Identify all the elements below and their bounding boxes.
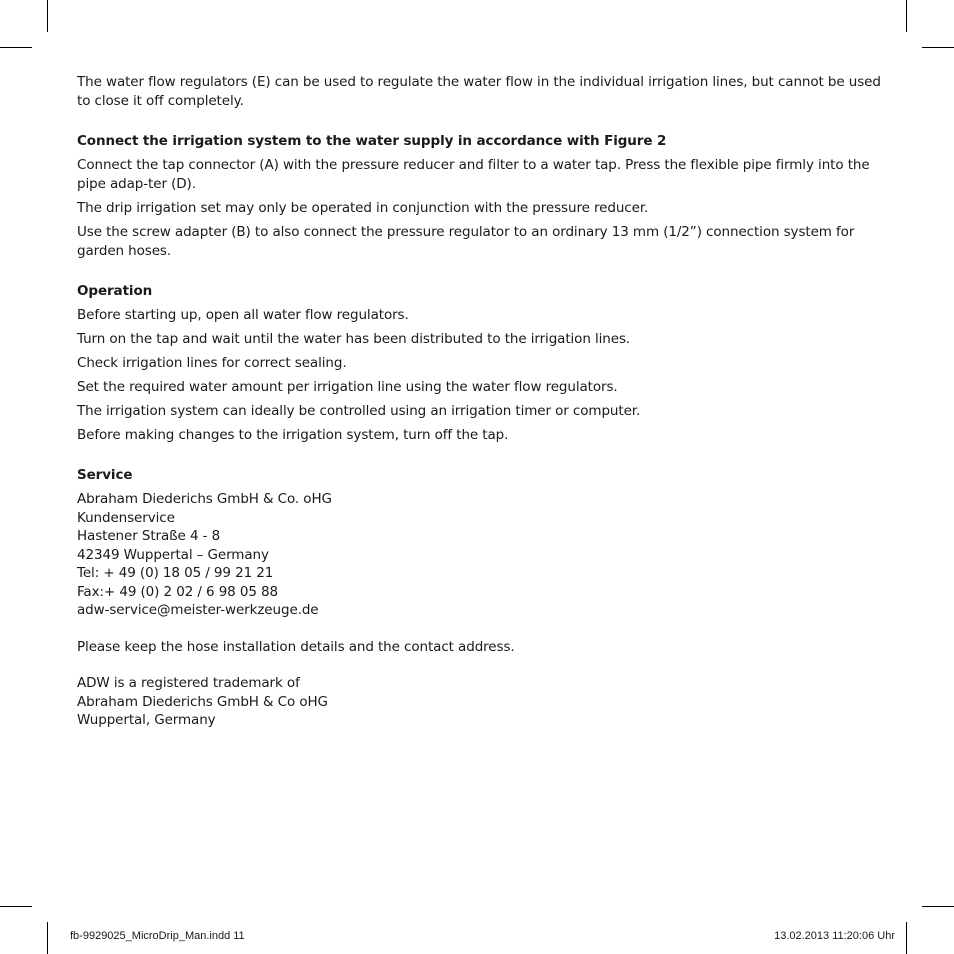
footer-datetime: 13.02.2013 11:20:06 Uhr xyxy=(774,930,895,942)
connect-paragraph: Use the screw adapter (B) to also connect the pressure regulator to an ordinary 13 mm (1/2”) connection system for garden hoses. xyxy=(77,224,855,259)
manual-page-content xyxy=(77,73,882,730)
spacer xyxy=(77,656,882,674)
connect-heading: Connect the irrigation system to the water supply in accordance with Figure 2 xyxy=(77,133,667,149)
crop-mark-bottom-left-vertical xyxy=(47,922,48,954)
service-heading: Service xyxy=(77,467,133,483)
operation-paragraph: Before starting up, open all water flow regulators. xyxy=(77,307,409,323)
connect-paragraph: The drip irrigation set may only be operated in conjunction with the pressure reducer. xyxy=(77,200,649,216)
service-email: adw-service@meister-werkzeuge.de xyxy=(77,602,319,618)
spacer xyxy=(77,620,882,638)
spacer xyxy=(77,450,882,466)
trademark-notice xyxy=(77,674,882,730)
crop-mark-top-right-vertical xyxy=(906,0,907,32)
operation-paragraph: The irrigation system can ideally be controlled using an irrigation timer or computer. xyxy=(77,403,641,419)
keep-note: Please keep the hose installation details and the contact address. xyxy=(77,638,515,655)
service-fax: Fax:+ 49 (0) 2 02 / 6 98 05 88 xyxy=(77,583,279,600)
operation-paragraph: Before making changes to the irrigation system, turn off the tap. xyxy=(77,427,509,443)
intro-paragraph: The water flow regulators (E) can be used to regulate the water flow in the individual irrigation lines, but cannot be used to close it off completely. xyxy=(77,74,881,109)
crop-mark-top-left-horizontal xyxy=(0,47,32,48)
crop-mark-bottom-right-vertical xyxy=(906,922,907,954)
footer-file-slug: fb-9929025_MicroDrip_Man.indd 11 xyxy=(70,930,245,942)
service-street: Hastener Straße 4 - 8 xyxy=(77,528,221,544)
crop-mark-bottom-left-horizontal xyxy=(0,906,32,907)
spacer xyxy=(77,266,882,282)
trademark-line: Wuppertal, Germany xyxy=(77,712,216,728)
operation-paragraph: Turn on the tap and wait until the water has been distributed to the irrigation lines. xyxy=(77,331,631,347)
connect-paragraph: Connect the tap connector (A) with the pressure reducer and filter to a water tap. Press the flexible pipe firmly into the pipe adap-ter (D). xyxy=(77,157,870,192)
crop-mark-top-left-vertical xyxy=(47,0,48,32)
spacer xyxy=(77,116,882,132)
trademark-line: ADW is a registered trademark of xyxy=(77,675,300,691)
operation-paragraph: Check irrigation lines for correct sealing. xyxy=(77,355,347,371)
service-company: Abraham Diederichs GmbH & Co. oHG xyxy=(77,491,332,507)
crop-mark-bottom-right-horizontal xyxy=(922,906,954,907)
service-department: Kundenservice xyxy=(77,509,175,526)
service-address xyxy=(77,490,882,620)
trademark-line: Abraham Diederichs GmbH & Co oHG xyxy=(77,693,328,710)
crop-mark-top-right-horizontal xyxy=(922,47,954,48)
service-phone: Tel: + 49 (0) 18 05 / 99 21 21 xyxy=(77,565,274,581)
operation-paragraph: Set the required water amount per irrigation line using the water flow regulators. xyxy=(77,379,618,395)
operation-heading: Operation xyxy=(77,283,153,299)
service-city: 42349 Wuppertal – Germany xyxy=(77,546,269,563)
